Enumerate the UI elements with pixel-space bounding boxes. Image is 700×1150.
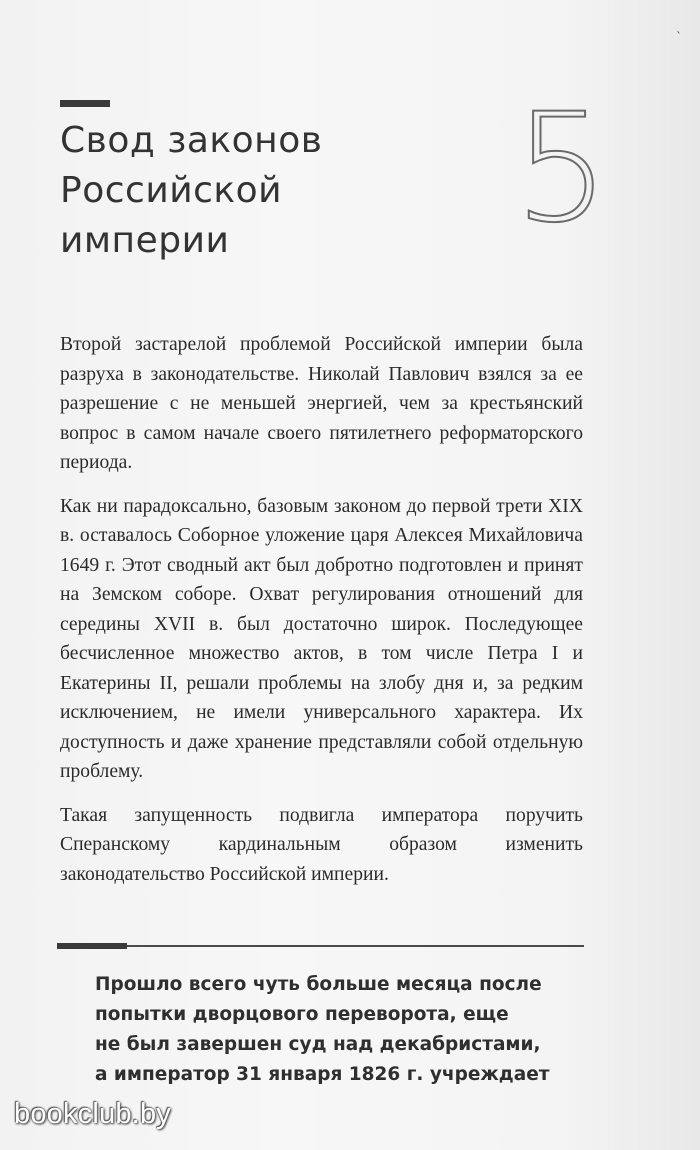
section-divider <box>57 945 584 947</box>
section-divider-accent <box>57 943 127 949</box>
watermark: bookclub.by <box>14 1098 171 1130</box>
chapter-title-line: империи <box>60 220 230 261</box>
corner-mark: ` <box>676 30 682 44</box>
paragraph: Как ни парадоксально, базовым законом до первой трети XIX в. оставалось Соборное уложение царя Алексея Михайловича 1649 г. Этот сводный акт был добротно подготовлен и принят на Земском соборе. Охват регулирования отношений для середины XVII в. был достаточно широк. Последующее бесчисленное множество актов, в том числе Петра I и Екатерины II, решали проблемы на злобу дня и, за редким исключением, не имели универсального характера. Их доступность и даже хранение представляли собой отдельную проблему. <box>60 495 583 782</box>
paragraph: Второй застарелой проблемой Российской империи была разруха в законодательстве. Николай Павлович взялся за ее разрешение с не меньшей энергией, чем за крестьянский вопрос в самом начале своего пятилетнего реформаторского периода. <box>60 334 583 473</box>
chapter-title-line: Свод законов <box>60 120 323 161</box>
quote-line: Прошло всего чуть больше месяца после <box>95 974 542 995</box>
chapter-title-line: Российской <box>60 170 283 211</box>
highlight-quote <box>95 970 565 1090</box>
quote-line: не был завершен суд над декабристами, <box>95 1034 541 1055</box>
quote-line: попытки дворцового переворота, еще <box>95 1004 509 1025</box>
body-text <box>60 330 583 903</box>
paragraph: Такая запущенность подвигла императора поручить Сперанскому кардинальным образом изменить законодательство Российской империи. <box>60 804 583 885</box>
chapter-number: 5 <box>514 82 610 256</box>
quote-line: а император 31 января 1826 г. учреждает <box>95 1064 550 1085</box>
chapter-title <box>60 116 490 266</box>
title-rule <box>60 100 110 107</box>
